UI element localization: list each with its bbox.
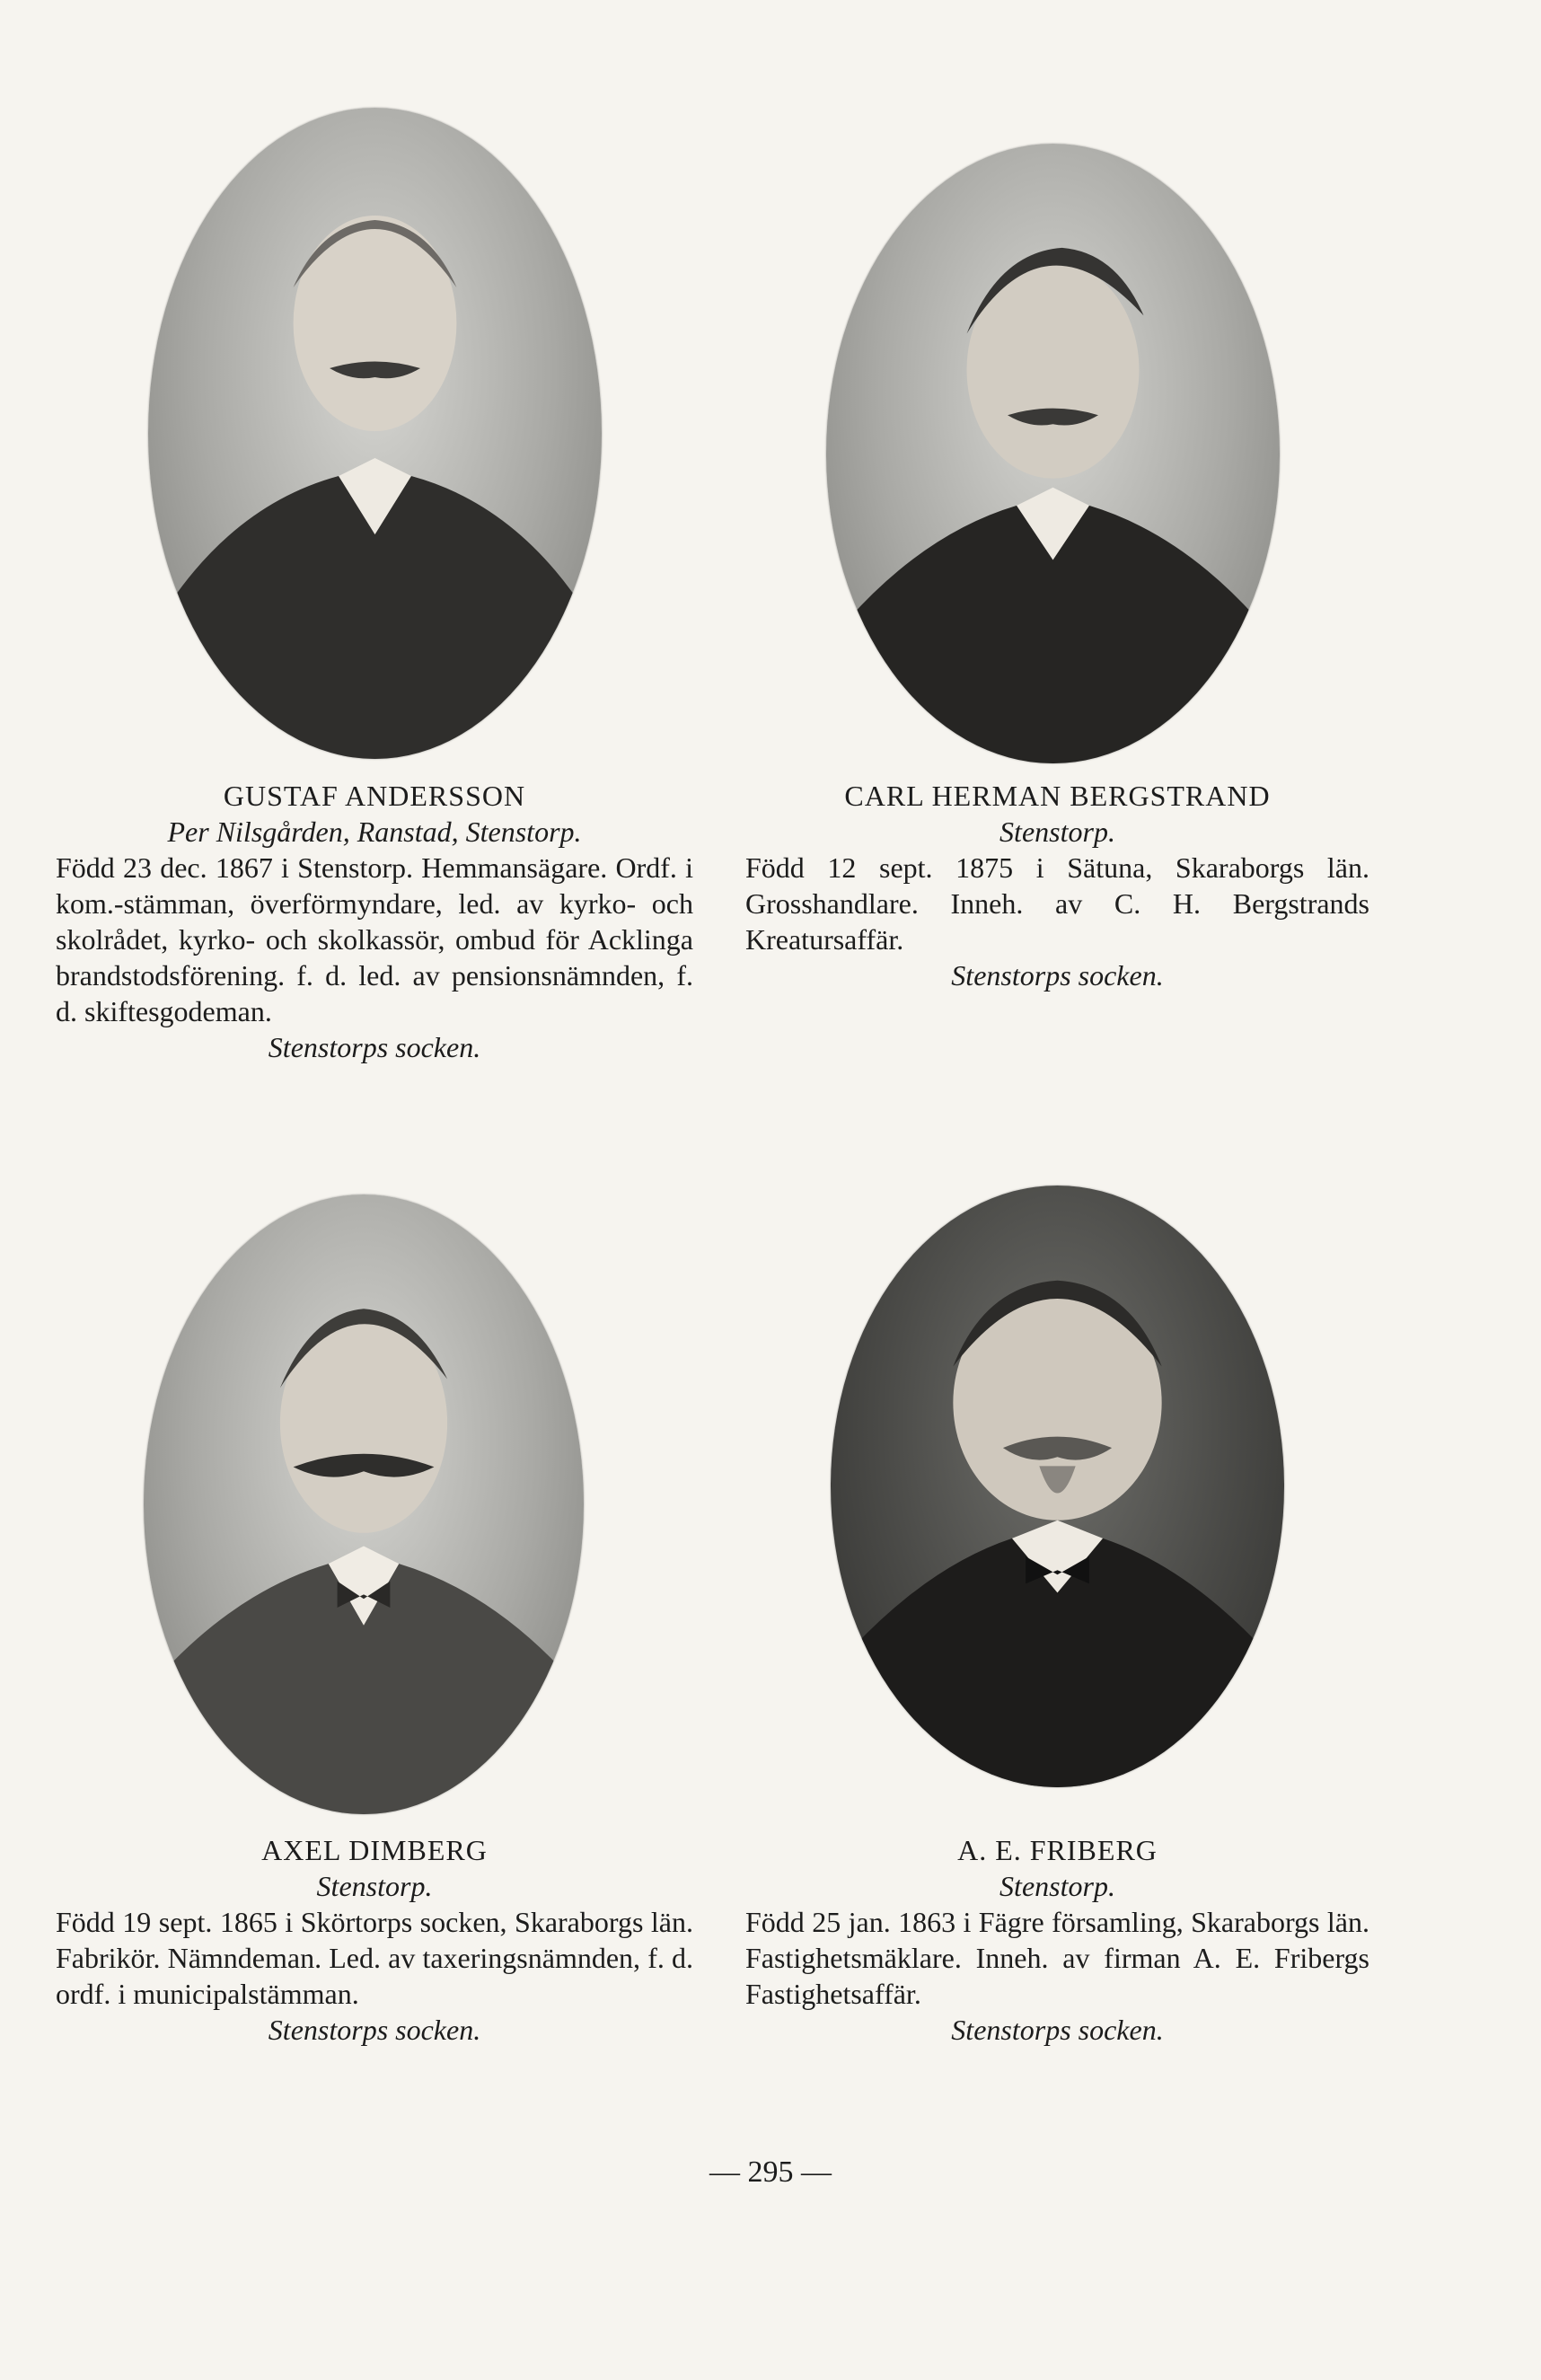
entry-place: Per Nilsgården, Ranstad, Stenstorp. — [167, 815, 582, 848]
entry-biography: Född 23 dec. 1867 i Stenstorp. Hemmansägare. Ordf. i kom.-stämman, överförmyndare, led. av kyrko- och skolrådet, kyrko- och skolkassör, ombud för Acklinga brandstodsförening. f. d. led. av pensionsnämnden, f. d. skiftesgodeman. — [56, 851, 693, 1027]
entry-parish: Stenstorps socken. — [951, 959, 1164, 992]
entry-name: A. E. FRIBERG — [957, 1834, 1158, 1866]
portrait-carl-herman-bergstrand — [826, 144, 1280, 763]
entry-carl-herman-bergstrand — [745, 778, 1369, 993]
entry-parish: Stenstorps socken. — [268, 1031, 481, 1063]
entry-name: CARL HERMAN BERGSTRAND — [844, 780, 1271, 812]
portrait-gustaf-andersson — [148, 108, 602, 759]
entry-biography: Född 19 sept. 1865 i Skörtorps socken, Skaraborgs län. Fabrikör. Nämndeman. Led. av taxeringsnämnden, f. d. ordf. i municipalstämman. — [56, 1906, 693, 2010]
entry-a-e-friberg — [745, 1832, 1369, 2048]
entry-gustaf-andersson — [56, 778, 693, 1065]
entry-place: Stenstorp. — [999, 815, 1115, 848]
entry-parish: Stenstorps socken. — [268, 2014, 481, 2046]
page-number: — 295 — — [709, 2155, 832, 2189]
entry-name: GUSTAF ANDERSSON — [223, 780, 526, 812]
entry-parish: Stenstorps socken. — [951, 2014, 1164, 2046]
entry-axel-dimberg — [56, 1832, 693, 2048]
entry-place: Stenstorp. — [999, 1870, 1115, 1902]
entry-biography: Född 12 sept. 1875 i Sätuna, Skaraborgs län. Grosshandlare. Inneh. av C. H. Bergstrands Kreatursaffär. — [745, 851, 1369, 956]
portrait-axel-dimberg — [144, 1194, 584, 1814]
entry-name: AXEL DIMBERG — [261, 1834, 488, 1866]
entry-place: Stenstorp. — [316, 1870, 433, 1902]
portrait-a-e-friberg — [831, 1186, 1284, 1787]
entry-biography: Född 25 jan. 1863 i Fägre församling, Skaraborgs län. Fastighetsmäklare. Inneh. av firman A. E. Fribergs Fastighetsaffär. — [745, 1906, 1369, 2010]
